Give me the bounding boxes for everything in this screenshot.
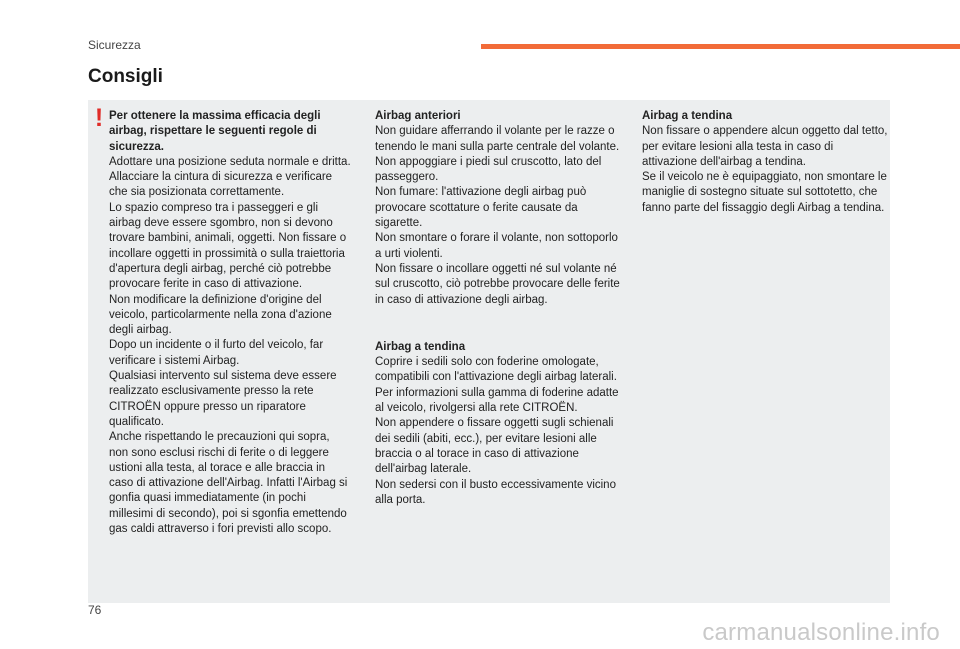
front-airbag-line: Non appoggiare i piedi sul cruscotto, lato del passeggero. [375,155,602,184]
front-airbag-line: Non smontare o forare il volante, non sottoporlo a urti violenti. [375,232,618,260]
rule-line: Non modificare la definizione d'origine del veicolo, particolarmente nella zona d'azione degli airbag. [109,293,332,337]
front-airbag-line: Non fissare o incollare oggetti né sul volante né sul cruscotto, ciò potrebbe provocare delle ferite in caso di attivazione degli airbag. [375,262,620,306]
rule-line: Adottare una posizione seduta normale e dritta. [109,155,351,168]
side-airbags-heading: Airbag a tendina [375,340,466,353]
rule-line: Lo spazio compreso tra i passeggeri e gli airbag deve essere sgombro, non si devono trovare bambini, animali, oggetti. Non fissare o incollare oggetti in prossimità o sulla traiettoria d'apertura degli airbag, perché ciò potrebbe provocare ferite in caso di attivazione. [109,201,347,291]
front-airbags-heading: Airbag anteriori [375,110,461,122]
exclamation-icon: ! [94,104,104,132]
side-airbag-line: Non sedersi con il busto eccessivamente vicino alla porta. [375,478,616,506]
rule-line: Qualsiasi intervento sul sistema deve essere realizzato esclusivamente presso la rete CITROËN oppure presso un riparatore qualificato. [109,370,337,428]
side-airbag-line: Non appendere o fissare oggetti sugli schienali dei sedili (abiti, ecc.), per evitare lesioni alle braccia o al torace in caso di attivazione dell'airbag laterale. [375,417,614,476]
page-title: Consigli [88,66,163,87]
curtain-airbag-line: Non fissare o appendere alcun oggetto dal tetto, per evitare lesioni alla testa in caso di attivazione dell'airbag a tendina. [642,125,888,168]
side-airbag-line: Coprire i sedili solo con foderine omologate, compatibili con l'attivazione degli airbag laterali. Per informazioni sulla gamma di foderine adatte al veicolo, rivolgersi alla rete CITROËN. [375,356,619,415]
rule-line: Anche rispettando le precauzioni qui sopra, non sono esclusi rischi di ferite o di leggere ustioni alla testa, al torace e alle braccia in caso di attivazione dell'Airbag. Infatti l'Airbag si gonfia quasi immediatamente (in pochi millesimi di secondo), poi si sgonfia emettendo gas caldi attraverso i fori previsti allo scopo. [109,431,348,536]
section-label: Sicurezza [88,38,141,52]
header-accent-bar [481,44,960,49]
front-airbag-line: Non guidare afferrando il volante per le razze o tenendo le mani sulla parte centrale del volante. [375,125,620,153]
general-rules-heading: Per ottenere la massima efficacia degli airbag, rispettare le seguenti regole di sicurezza. [109,110,321,153]
rule-line: Dopo un incidente o il furto del veicolo, far verificare i sistemi Airbag. [109,339,324,367]
watermark: carmanualsonline.info [702,619,940,646]
curtain-airbags-heading: Airbag a tendina [642,110,733,122]
curtain-airbag-line: Se il veicolo ne è equipaggiato, non smontare le maniglie di sostegno situate sul sottotetto, che fanno parte del fissaggio degli Airbag a tendina. [642,171,887,214]
page-number: 76 [88,603,102,617]
column-curtain-airbags [642,109,888,216]
column-front-side-airbags [375,109,623,508]
rule-line: Allacciare la cintura di sicurezza e verificare che sia posizionata correttamente. [109,171,333,199]
front-airbag-line: Non fumare: l'attivazione degli airbag può provocare scottature o ferite causate da sigarette. [375,186,587,230]
column-general-rules [109,109,351,537]
